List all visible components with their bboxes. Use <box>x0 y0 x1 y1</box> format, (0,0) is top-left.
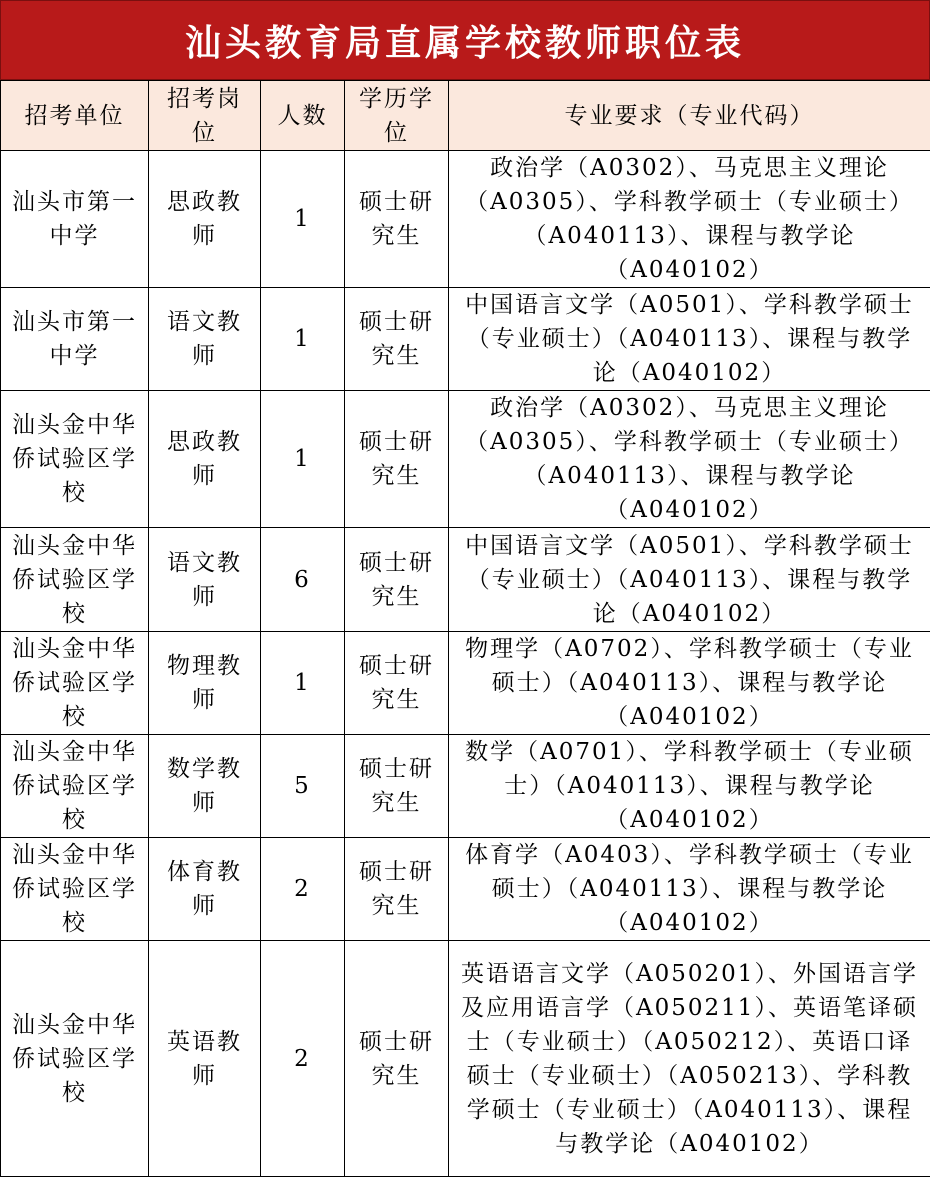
cell-count: 6 <box>261 528 345 632</box>
cell-degree: 硕士研究生 <box>345 838 449 941</box>
cell-degree: 硕士研究生 <box>345 941 449 1177</box>
table-row <box>1 288 930 391</box>
cell-requirements: 中国语言文学（A0501）、学科教学硕士（专业硕士）（A040113）、课程与教学论（A040102） <box>449 528 930 632</box>
cell-degree: 硕士研究生 <box>345 391 449 528</box>
table-row <box>1 838 930 941</box>
cell-post: 语文教师 <box>149 528 261 632</box>
header-post: 招考岗位 <box>149 81 261 151</box>
table-header-row <box>1 81 930 151</box>
table-row <box>1 151 930 288</box>
cell-unit: 汕头金中华侨试验区学校 <box>1 735 149 838</box>
table-row <box>1 632 930 735</box>
cell-unit: 汕头金中华侨试验区学校 <box>1 632 149 735</box>
cell-requirements: 政治学（A0302）、马克思主义理论（A0305）、学科教学硕士（专业硕士）（A040113）、课程与教学论（A040102） <box>449 151 930 288</box>
cell-degree: 硕士研究生 <box>345 632 449 735</box>
cell-post: 思政教师 <box>149 151 261 288</box>
cell-unit: 汕头市第一中学 <box>1 151 149 288</box>
cell-count: 1 <box>261 151 345 288</box>
job-table <box>0 80 930 1177</box>
page-title: 汕头教育局直属学校教师职位表 <box>0 0 930 80</box>
table-row <box>1 528 930 632</box>
cell-count: 5 <box>261 735 345 838</box>
header-requirements: 专业要求（专业代码） <box>449 81 930 151</box>
cell-post: 英语教师 <box>149 941 261 1177</box>
cell-degree: 硕士研究生 <box>345 528 449 632</box>
cell-post: 语文教师 <box>149 288 261 391</box>
cell-post: 体育教师 <box>149 838 261 941</box>
cell-requirements: 中国语言文学（A0501）、学科教学硕士（专业硕士）（A040113）、课程与教学论（A040102） <box>449 288 930 391</box>
header-degree: 学历学位 <box>345 81 449 151</box>
cell-count: 1 <box>261 288 345 391</box>
cell-requirements: 体育学（A0403）、学科教学硕士（专业硕士）（A040113）、课程与教学论（A040102） <box>449 838 930 941</box>
cell-unit: 汕头金中华侨试验区学校 <box>1 391 149 528</box>
cell-requirements: 英语语言文学（A050201）、外国语言学及应用语言学（A050211）、英语笔译硕士（专业硕士）（A050212）、英语口译硕士（专业硕士）（A050213）、学科教学硕士（专业硕士）（A040113）、课程与教学论（A040102） <box>449 941 930 1177</box>
cell-unit: 汕头金中华侨试验区学校 <box>1 528 149 632</box>
cell-unit: 汕头金中华侨试验区学校 <box>1 838 149 941</box>
cell-requirements: 物理学（A0702）、学科教学硕士（专业硕士）（A040113）、课程与教学论（A040102） <box>449 632 930 735</box>
cell-requirements: 数学（A0701）、学科教学硕士（专业硕士）（A040113）、课程与教学论（A040102） <box>449 735 930 838</box>
cell-unit: 汕头市第一中学 <box>1 288 149 391</box>
cell-unit: 汕头金中华侨试验区学校 <box>1 941 149 1177</box>
cell-degree: 硕士研究生 <box>345 151 449 288</box>
header-unit: 招考单位 <box>1 81 149 151</box>
cell-count: 2 <box>261 941 345 1177</box>
cell-count: 1 <box>261 632 345 735</box>
cell-degree: 硕士研究生 <box>345 288 449 391</box>
cell-post: 数学教师 <box>149 735 261 838</box>
cell-count: 1 <box>261 391 345 528</box>
cell-post: 思政教师 <box>149 391 261 528</box>
cell-post: 物理教师 <box>149 632 261 735</box>
table-row <box>1 941 930 1177</box>
cell-degree: 硕士研究生 <box>345 735 449 838</box>
table-row <box>1 391 930 528</box>
header-count: 人数 <box>261 81 345 151</box>
cell-requirements: 政治学（A0302）、马克思主义理论（A0305）、学科教学硕士（专业硕士）（A040113）、课程与教学论（A040102） <box>449 391 930 528</box>
cell-count: 2 <box>261 838 345 941</box>
table-row <box>1 735 930 838</box>
